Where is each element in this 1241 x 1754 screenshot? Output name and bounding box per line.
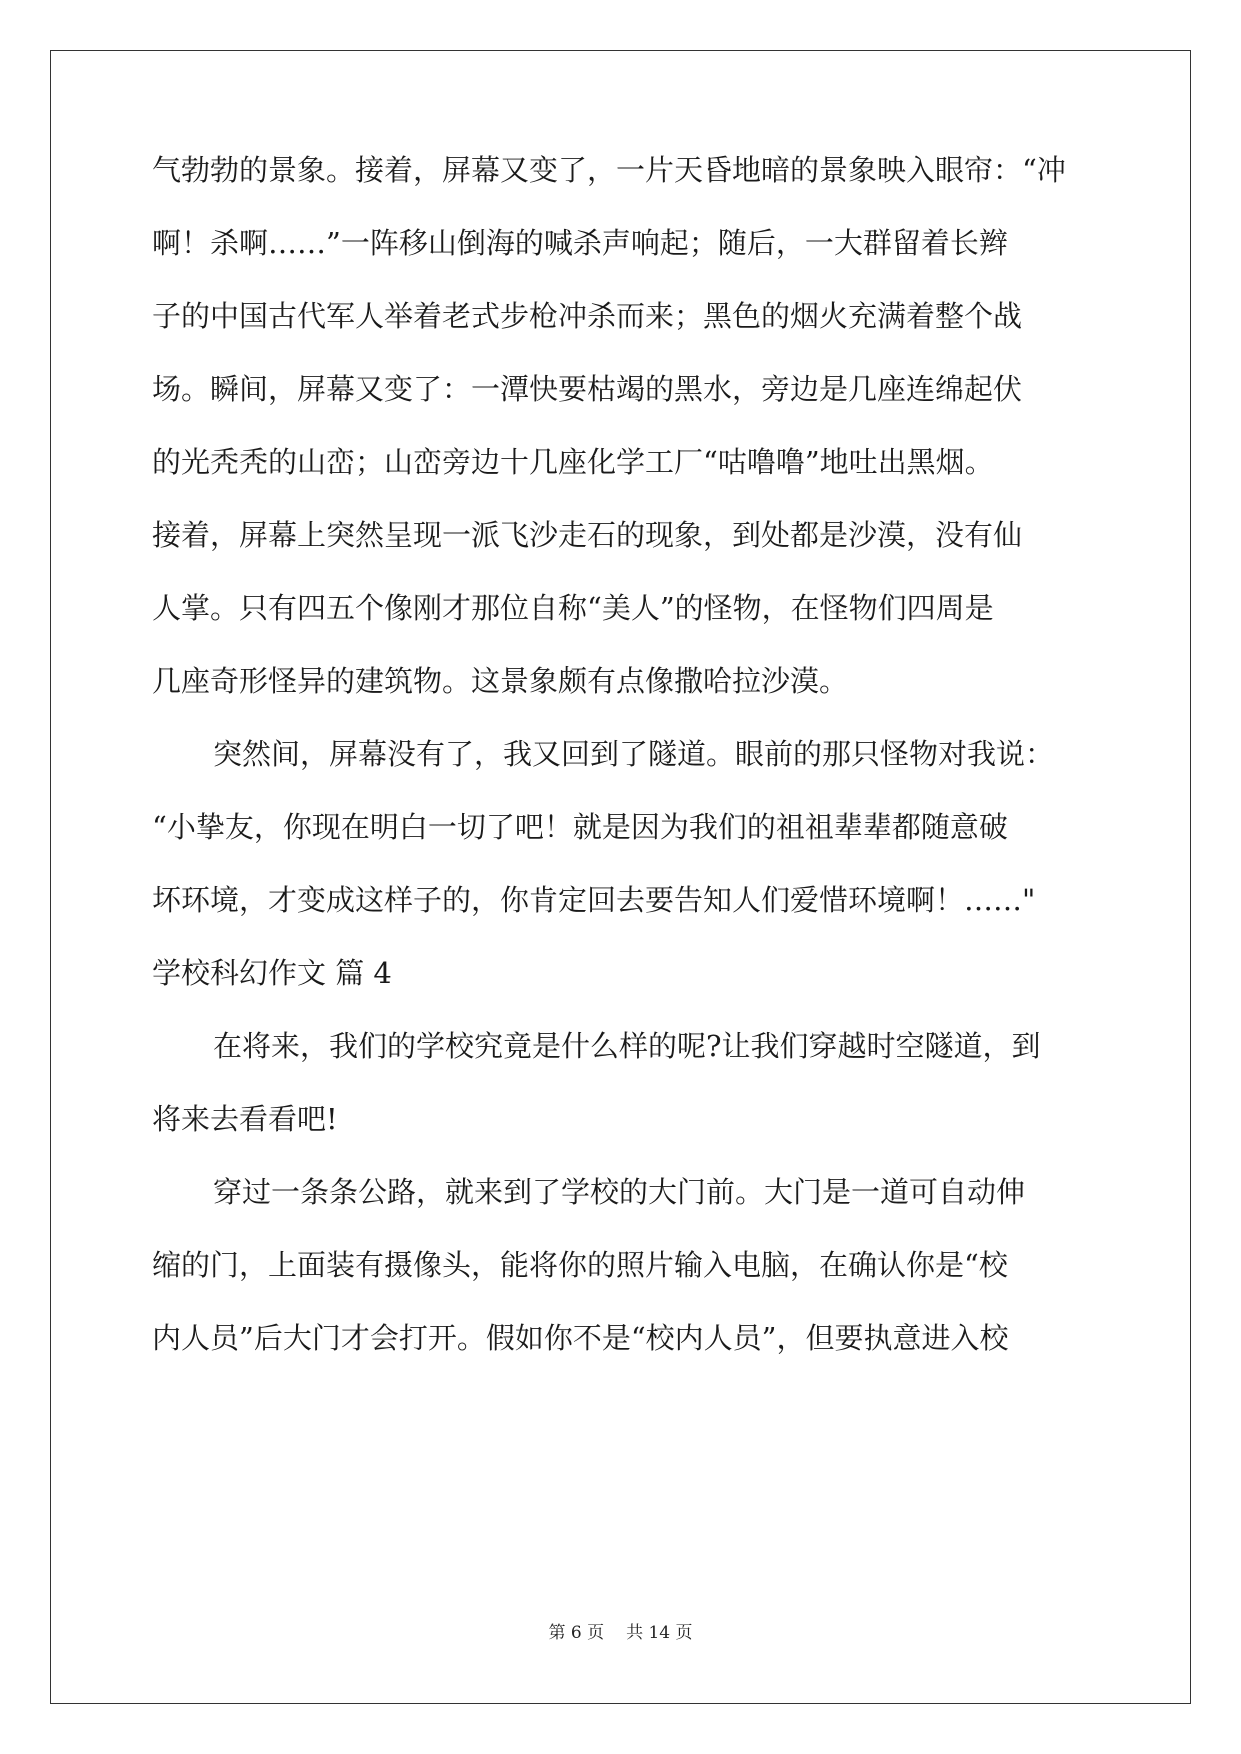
text-line: 人掌。只有四五个像刚才那位自称“美人”的怪物，在怪物们四周是 (152, 591, 994, 625)
paragraph-start: 突然间，屏幕没有了，我又回到了隧道。眼前的那只怪物对我说： (213, 737, 1055, 771)
page-footer (0, 1618, 1241, 1643)
text-line: 气勃勃的景象。接着，屏幕又变了，一片天昏地暗的景象映入眼帘：“冲 (152, 153, 1066, 187)
text-line: 子的中国古代军人举着老式步枪冲杀而来；黑色的烟火充满着整个战 (152, 299, 1023, 333)
paragraph-start: 在将来，我们的学校究竟是什么样的呢?让我们穿越时空隧道，到 (213, 1029, 1041, 1063)
text-line: 缩的门，上面装有摄像头，能将你的照片输入电脑，在确认你是“校 (152, 1248, 1008, 1282)
paragraph-start: 穿过一条条公路，就来到了学校的大门前。大门是一道可自动伸 (213, 1175, 1026, 1209)
text-line: 的光秃秃的山峦；山峦旁边十几座化学工厂“咕噜噜”地吐出黑烟。 (152, 445, 994, 479)
text-line: 将来去看看吧! (152, 1102, 338, 1136)
section-heading: 学校科幻作文 篇 4 (152, 956, 392, 990)
text-line: 几座奇形怪异的建筑物。这景象颇有点像撒哈拉沙漠。 (152, 664, 849, 698)
text-line: “小挚友，你现在明白一切了吧！就是因为我们的祖祖辈辈都随意破 (152, 810, 1008, 844)
text-line: 啊！杀啊……”一阵移山倒海的喊杀声响起；随后，一大群留着长辫 (152, 226, 1008, 260)
text-line: 坏环境，才变成这样子的，你肯定回去要告知人们爱惜环境啊！……" (152, 883, 1036, 917)
page-number: 第 6 页 (548, 1623, 605, 1643)
text-line: 接着，屏幕上突然呈现一派飞沙走石的现象，到处都是沙漠，没有仙 (152, 518, 1023, 552)
text-line: 内人员”后大门才会打开。假如你不是“校内人员”，但要执意进入校 (152, 1321, 1009, 1355)
page-total: 共 14 页 (626, 1623, 693, 1643)
text-line: 场。瞬间，屏幕又变了：一潭快要枯竭的黑水，旁边是几座连绵起伏 (152, 372, 1023, 406)
